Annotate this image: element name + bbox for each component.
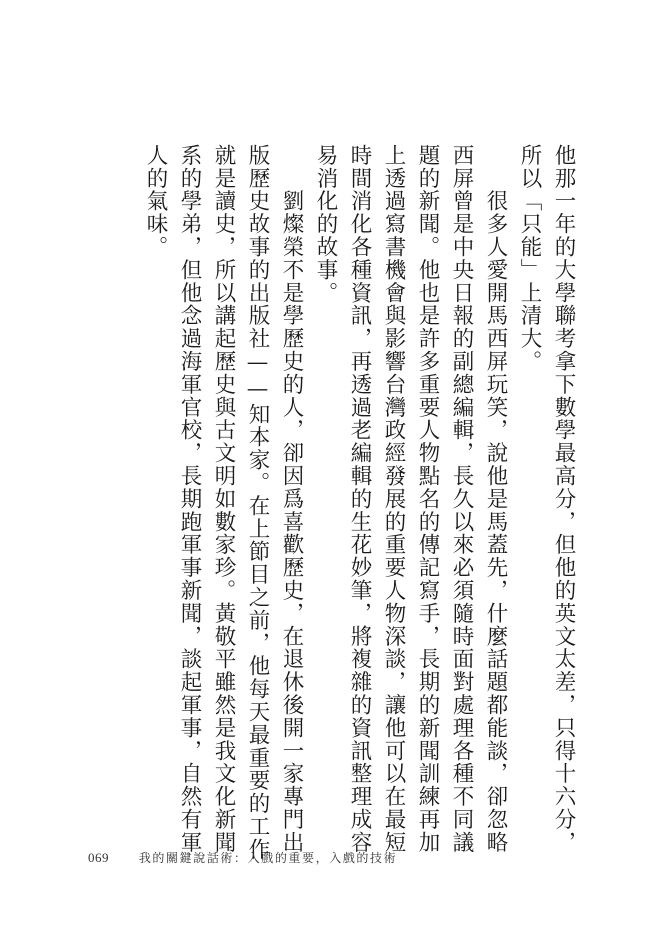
text-column-11: 就是讀史，所以講起歷史與古文明如數家珍。黃敬平雖然是我文化新聞: [211, 144, 236, 854]
text-column-10: 版歷史故事的出版社——知本家。在上節目之前，他每天最重要的工作: [245, 144, 270, 861]
running-title: 我的關鍵說話術：入戲的重要，入戲的技術: [138, 851, 398, 865]
text-column-5: 題的新聞。他也是許多重要人物點名的傳記寫手，長期的新聞訓練再加: [415, 144, 440, 854]
text-column-3: 很多人愛開馬西屏玩笑，說他是馬蓋先，什麼話題都能談，卻忽略: [483, 144, 508, 854]
text-column-8: 易消化的故事。: [313, 144, 338, 305]
text-column-4: 西屏曾是中央日報的副總編輯，長久以來必須隨時面對處理各種不同議: [449, 144, 474, 854]
text-column-6: 上透過寫書機會與影響台灣政經發展的重要人物深談，讓他可以在最短: [381, 144, 406, 854]
text-column-13: 人的氣味。: [143, 144, 168, 259]
text-column-12: 系的學弟，但他念過海軍官校，長期跑軍事新聞，談起軍事，自然有軍: [177, 144, 202, 854]
page-number: 069: [88, 850, 109, 865]
text-column-1: 他那一年的大學聯考拿下數學最高分，但他的英文太差，只得十六分，: [551, 144, 576, 854]
text-column-2: 所以「只能」上清大。: [517, 144, 542, 373]
page-footer: [88, 849, 397, 866]
text-column-7: 時間消化各種資訊，再透過老編輯的生花妙筆，將複雜的資訊整理成容: [347, 144, 372, 854]
text-column-9: 劉燦榮不是學歷史的人，卻因爲喜歡歷史，在退休後開一家專門出: [279, 144, 304, 854]
